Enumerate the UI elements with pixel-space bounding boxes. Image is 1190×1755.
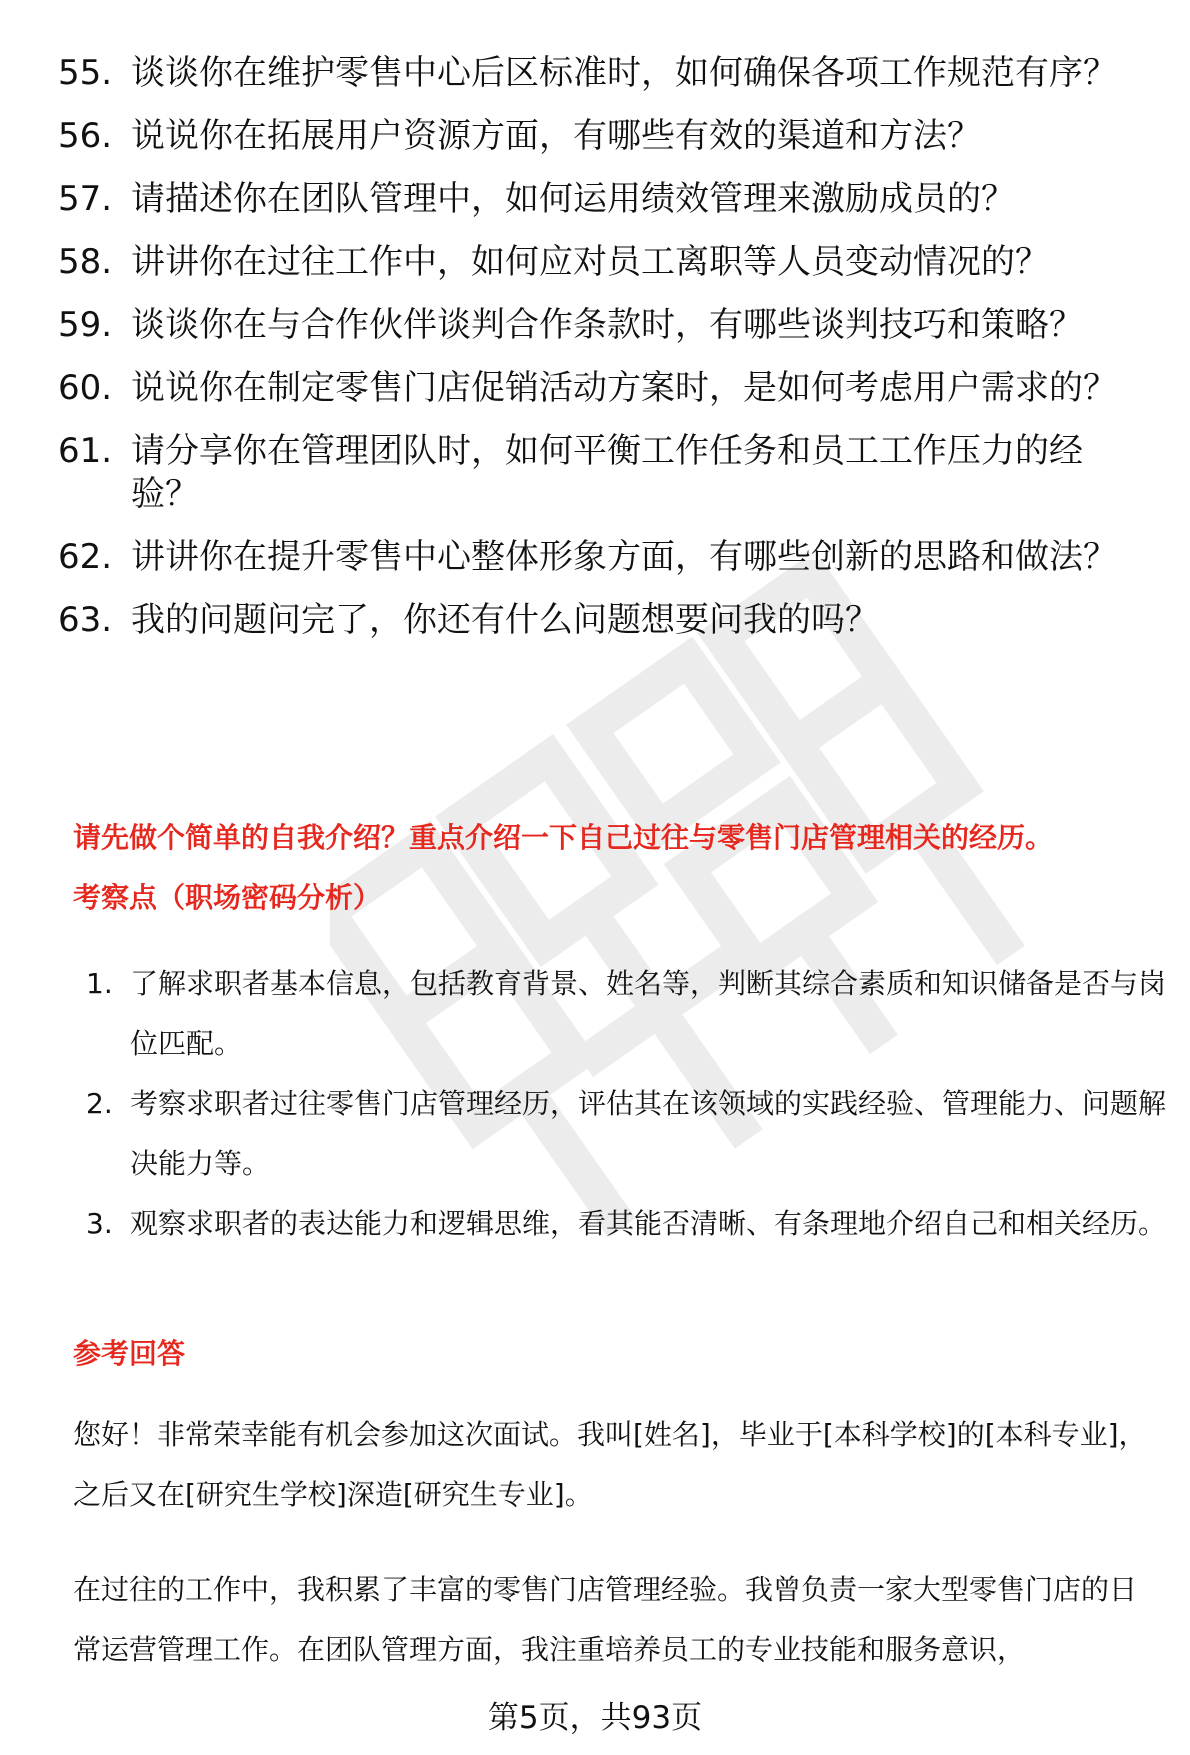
assessment-number: 1. bbox=[86, 967, 113, 1000]
question-number: 59. bbox=[58, 305, 113, 345]
question-item bbox=[58, 367, 1148, 410]
highlight-question: 请先做个简单的自我介绍？重点介绍一下自己过往与零售门店管理相关的经历。 bbox=[73, 821, 1054, 854]
question-item bbox=[58, 304, 1148, 347]
assessment-text: 了解求职者基本信息，包括教育背景、姓名等，判断其综合素质和知识储备是否与岗位匹配。 bbox=[130, 967, 1167, 1060]
question-item bbox=[58, 115, 1148, 158]
page-number: 第5页，共93页 bbox=[487, 1700, 703, 1736]
reference-heading: 参考回答 bbox=[73, 1337, 186, 1370]
question-item bbox=[58, 241, 1148, 284]
question-number: 58. bbox=[58, 242, 113, 282]
assessment-number: 2. bbox=[86, 1087, 113, 1120]
question-number: 63. bbox=[58, 600, 113, 640]
question-text: 讲讲你在提升零售中心整体形象方面，有哪些创新的思路和做法？ bbox=[131, 537, 1117, 577]
question-text: 谈谈你在维护零售中心后区标准时，如何确保各项工作规范有序？ bbox=[131, 53, 1117, 93]
question-item bbox=[58, 536, 1148, 579]
answer-paragraph: 您好！非常荣幸能有机会参加这次面试。我叫[姓名]，毕业于[本科学校]的[本科专业]，之后又在[研究生学校]深造[研究生专业]。 bbox=[73, 1418, 1147, 1511]
assessment-heading: 考察点（职场密码分析） bbox=[73, 881, 382, 914]
question-text: 讲讲你在过往工作中，如何应对员工离职等人员变动情况的？ bbox=[131, 242, 1049, 282]
assessment-number: 3. bbox=[86, 1207, 113, 1240]
assessment-text: 考察求职者过往零售门店管理经历，评估其在该领域的实践经验、管理能力、问题解决能力等。 bbox=[130, 1087, 1167, 1180]
question-number: 61. bbox=[58, 431, 113, 471]
question-text: 说说你在拓展用户资源方面，有哪些有效的渠道和方法？ bbox=[131, 116, 981, 156]
assessment-item bbox=[86, 954, 1166, 1074]
question-number: 56. bbox=[58, 116, 113, 156]
question-list bbox=[58, 52, 1148, 662]
question-item bbox=[58, 599, 1148, 642]
question-number: 60. bbox=[58, 368, 113, 408]
question-number: 57. bbox=[58, 179, 113, 219]
assessment-item bbox=[86, 1194, 1166, 1254]
question-text: 我的问题问完了，你还有什么问题想要问我的吗？ bbox=[131, 600, 879, 640]
assessment-list bbox=[86, 954, 1166, 1254]
question-text: 说说你在制定零售门店促销活动方案时，是如何考虑用户需求的？ bbox=[131, 368, 1117, 408]
question-text: 请描述你在团队管理中，如何运用绩效管理来激励成员的？ bbox=[131, 179, 1015, 219]
assessment-item bbox=[86, 1074, 1166, 1194]
question-text: 请分享你在管理团队时，如何平衡工作任务和员工工作压力的经验？ bbox=[131, 431, 1083, 514]
assessment-text: 观察求职者的表达能力和逻辑思维，看其能否清晰、有条理地介绍自己和相关经历。 bbox=[130, 1207, 1167, 1240]
question-number: 62. bbox=[58, 537, 113, 577]
question-number: 55. bbox=[58, 53, 113, 93]
question-item bbox=[58, 430, 1148, 516]
question-text: 谈谈你在与合作伙伴谈判合作条款时，有哪些谈判技巧和策略？ bbox=[131, 305, 1083, 345]
question-item bbox=[58, 178, 1148, 221]
question-item bbox=[58, 52, 1148, 95]
answer-paragraph: 在过往的工作中，我积累了丰富的零售门店管理经验。我曾负责一家大型零售门店的日常运营管理工作。在团队管理方面，我注重培养员工的专业技能和服务意识， bbox=[73, 1573, 1138, 1666]
